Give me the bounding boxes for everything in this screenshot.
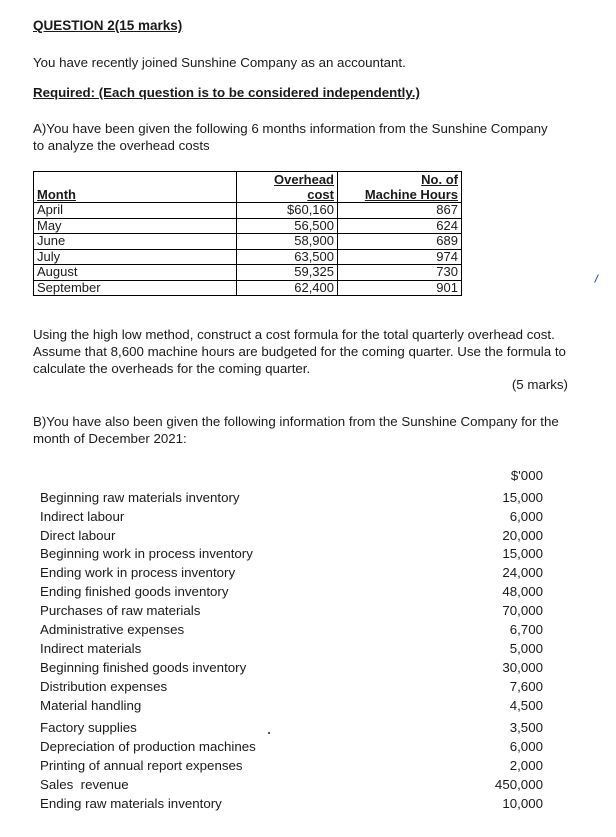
list-item: [40, 720, 546, 738]
item-value: 2,000: [509, 758, 543, 773]
stray-mark: [268, 732, 270, 734]
item-value: 15,000: [502, 546, 543, 561]
header-overhead-2: cost: [237, 187, 338, 203]
hours-cell: 867: [338, 203, 462, 219]
list-item: [40, 490, 546, 508]
list-item: [40, 739, 546, 757]
month-cell: April: [34, 203, 237, 219]
hours-cell: 730: [338, 265, 462, 281]
month-cell: September: [34, 280, 237, 296]
item-label: Sales revenue: [40, 777, 129, 792]
list-item: [40, 679, 546, 697]
header-hours-2: Machine Hours: [338, 187, 462, 203]
item-value: 5,000: [509, 641, 543, 656]
header-hours-1: No. of: [338, 172, 462, 188]
item-value: 3,500: [509, 720, 543, 735]
list-item: [40, 641, 546, 659]
part-b-text: B)You have also been given the following information from the Sunshine Company for the month of December 2021:: [33, 414, 559, 446]
header-blank: [34, 172, 237, 188]
item-label: Printing of annual report expenses: [40, 758, 243, 773]
pen-mark: [594, 274, 599, 283]
item-value: 7,600: [509, 679, 543, 694]
list-item: [40, 796, 546, 814]
list-item: [40, 546, 546, 564]
table-header-row: [34, 187, 462, 203]
item-value: 10,000: [502, 796, 543, 811]
header-overhead-1: Overhead: [237, 172, 338, 188]
overhead-table: [33, 171, 462, 296]
list-item: [40, 584, 546, 602]
part-a-text: A)You have been given the following 6 months information from the Sunshine Company to analyze the overhead costs: [33, 121, 548, 153]
list-item: [40, 777, 546, 795]
item-value: 20,000: [502, 528, 543, 543]
item-label: Direct labour: [40, 528, 116, 543]
item-value: 4,500: [509, 698, 543, 713]
list-item: [40, 698, 546, 716]
list-item: [40, 622, 546, 640]
item-label: Indirect labour: [40, 509, 125, 524]
table-row: [34, 218, 462, 234]
cost-cell: 56,500: [237, 218, 338, 234]
item-value: 6,700: [509, 622, 543, 637]
item-label: Administrative expenses: [40, 622, 185, 637]
item-label: Ending finished goods inventory: [40, 584, 229, 599]
item-label: Material handling: [40, 698, 142, 713]
list-item: [40, 660, 546, 678]
list-item: [40, 603, 546, 621]
unit-header: $'000: [510, 468, 543, 483]
cost-cell: $60,160: [237, 203, 338, 219]
item-value: 30,000: [502, 660, 543, 675]
item-value: 70,000: [502, 603, 543, 618]
month-cell: July: [34, 249, 237, 265]
item-value: 24,000: [502, 565, 543, 580]
item-value: 15,000: [502, 490, 543, 505]
cost-cell: 62,400: [237, 280, 338, 296]
list-item: [40, 509, 546, 527]
hours-cell: 624: [338, 218, 462, 234]
item-value: 6,000: [509, 509, 543, 524]
cost-cell: 59,325: [237, 265, 338, 281]
item-value: 450,000: [494, 777, 543, 792]
item-label: Ending raw materials inventory: [40, 796, 222, 811]
intro-text: You have recently joined Sunshine Company as an accountant.: [33, 55, 406, 70]
item-label: Beginning finished goods inventory: [40, 660, 247, 675]
month-cell: June: [34, 234, 237, 250]
list-item: [40, 528, 546, 546]
item-label: Purchases of raw materials: [40, 603, 201, 618]
header-month: Month: [34, 187, 237, 203]
table-row: [34, 203, 462, 219]
month-cell: May: [34, 218, 237, 234]
item-label: Beginning raw materials inventory: [40, 490, 240, 505]
month-cell: August: [34, 265, 237, 281]
list-item: [40, 758, 546, 776]
list-item: [40, 565, 546, 583]
table-row: [34, 249, 462, 265]
item-label: Factory supplies: [40, 720, 137, 735]
hours-cell: 901: [338, 280, 462, 296]
table-header-row: [34, 172, 462, 188]
hours-cell: 974: [338, 249, 462, 265]
table-row: [34, 234, 462, 250]
question-title: QUESTION 2(15 marks): [33, 18, 183, 33]
item-value: 6,000: [509, 739, 543, 754]
instruction-text: Using the high low method, construct a cost formula for the total quarterly overhead cost. Assume that 8,600 machine hours are budgeted for the coming quarter. Use the formula to calculate the overheads for the coming quarter.: [33, 327, 566, 376]
item-label: Ending work in process inventory: [40, 565, 236, 580]
item-label: Depreciation of production machines: [40, 739, 256, 754]
required-heading: Required: (Each question is to be considered independently.): [33, 85, 420, 100]
item-value: 48,000: [502, 584, 543, 599]
hours-cell: 689: [338, 234, 462, 250]
marks-label: (5 marks): [511, 377, 568, 392]
table-row: [34, 265, 462, 281]
item-label: Beginning work in process inventory: [40, 546, 253, 561]
table-row: [34, 280, 462, 296]
item-label: Distribution expenses: [40, 679, 168, 694]
cost-cell: 63,500: [237, 249, 338, 265]
item-label: Indirect materials: [40, 641, 142, 656]
cost-cell: 58,900: [237, 234, 338, 250]
